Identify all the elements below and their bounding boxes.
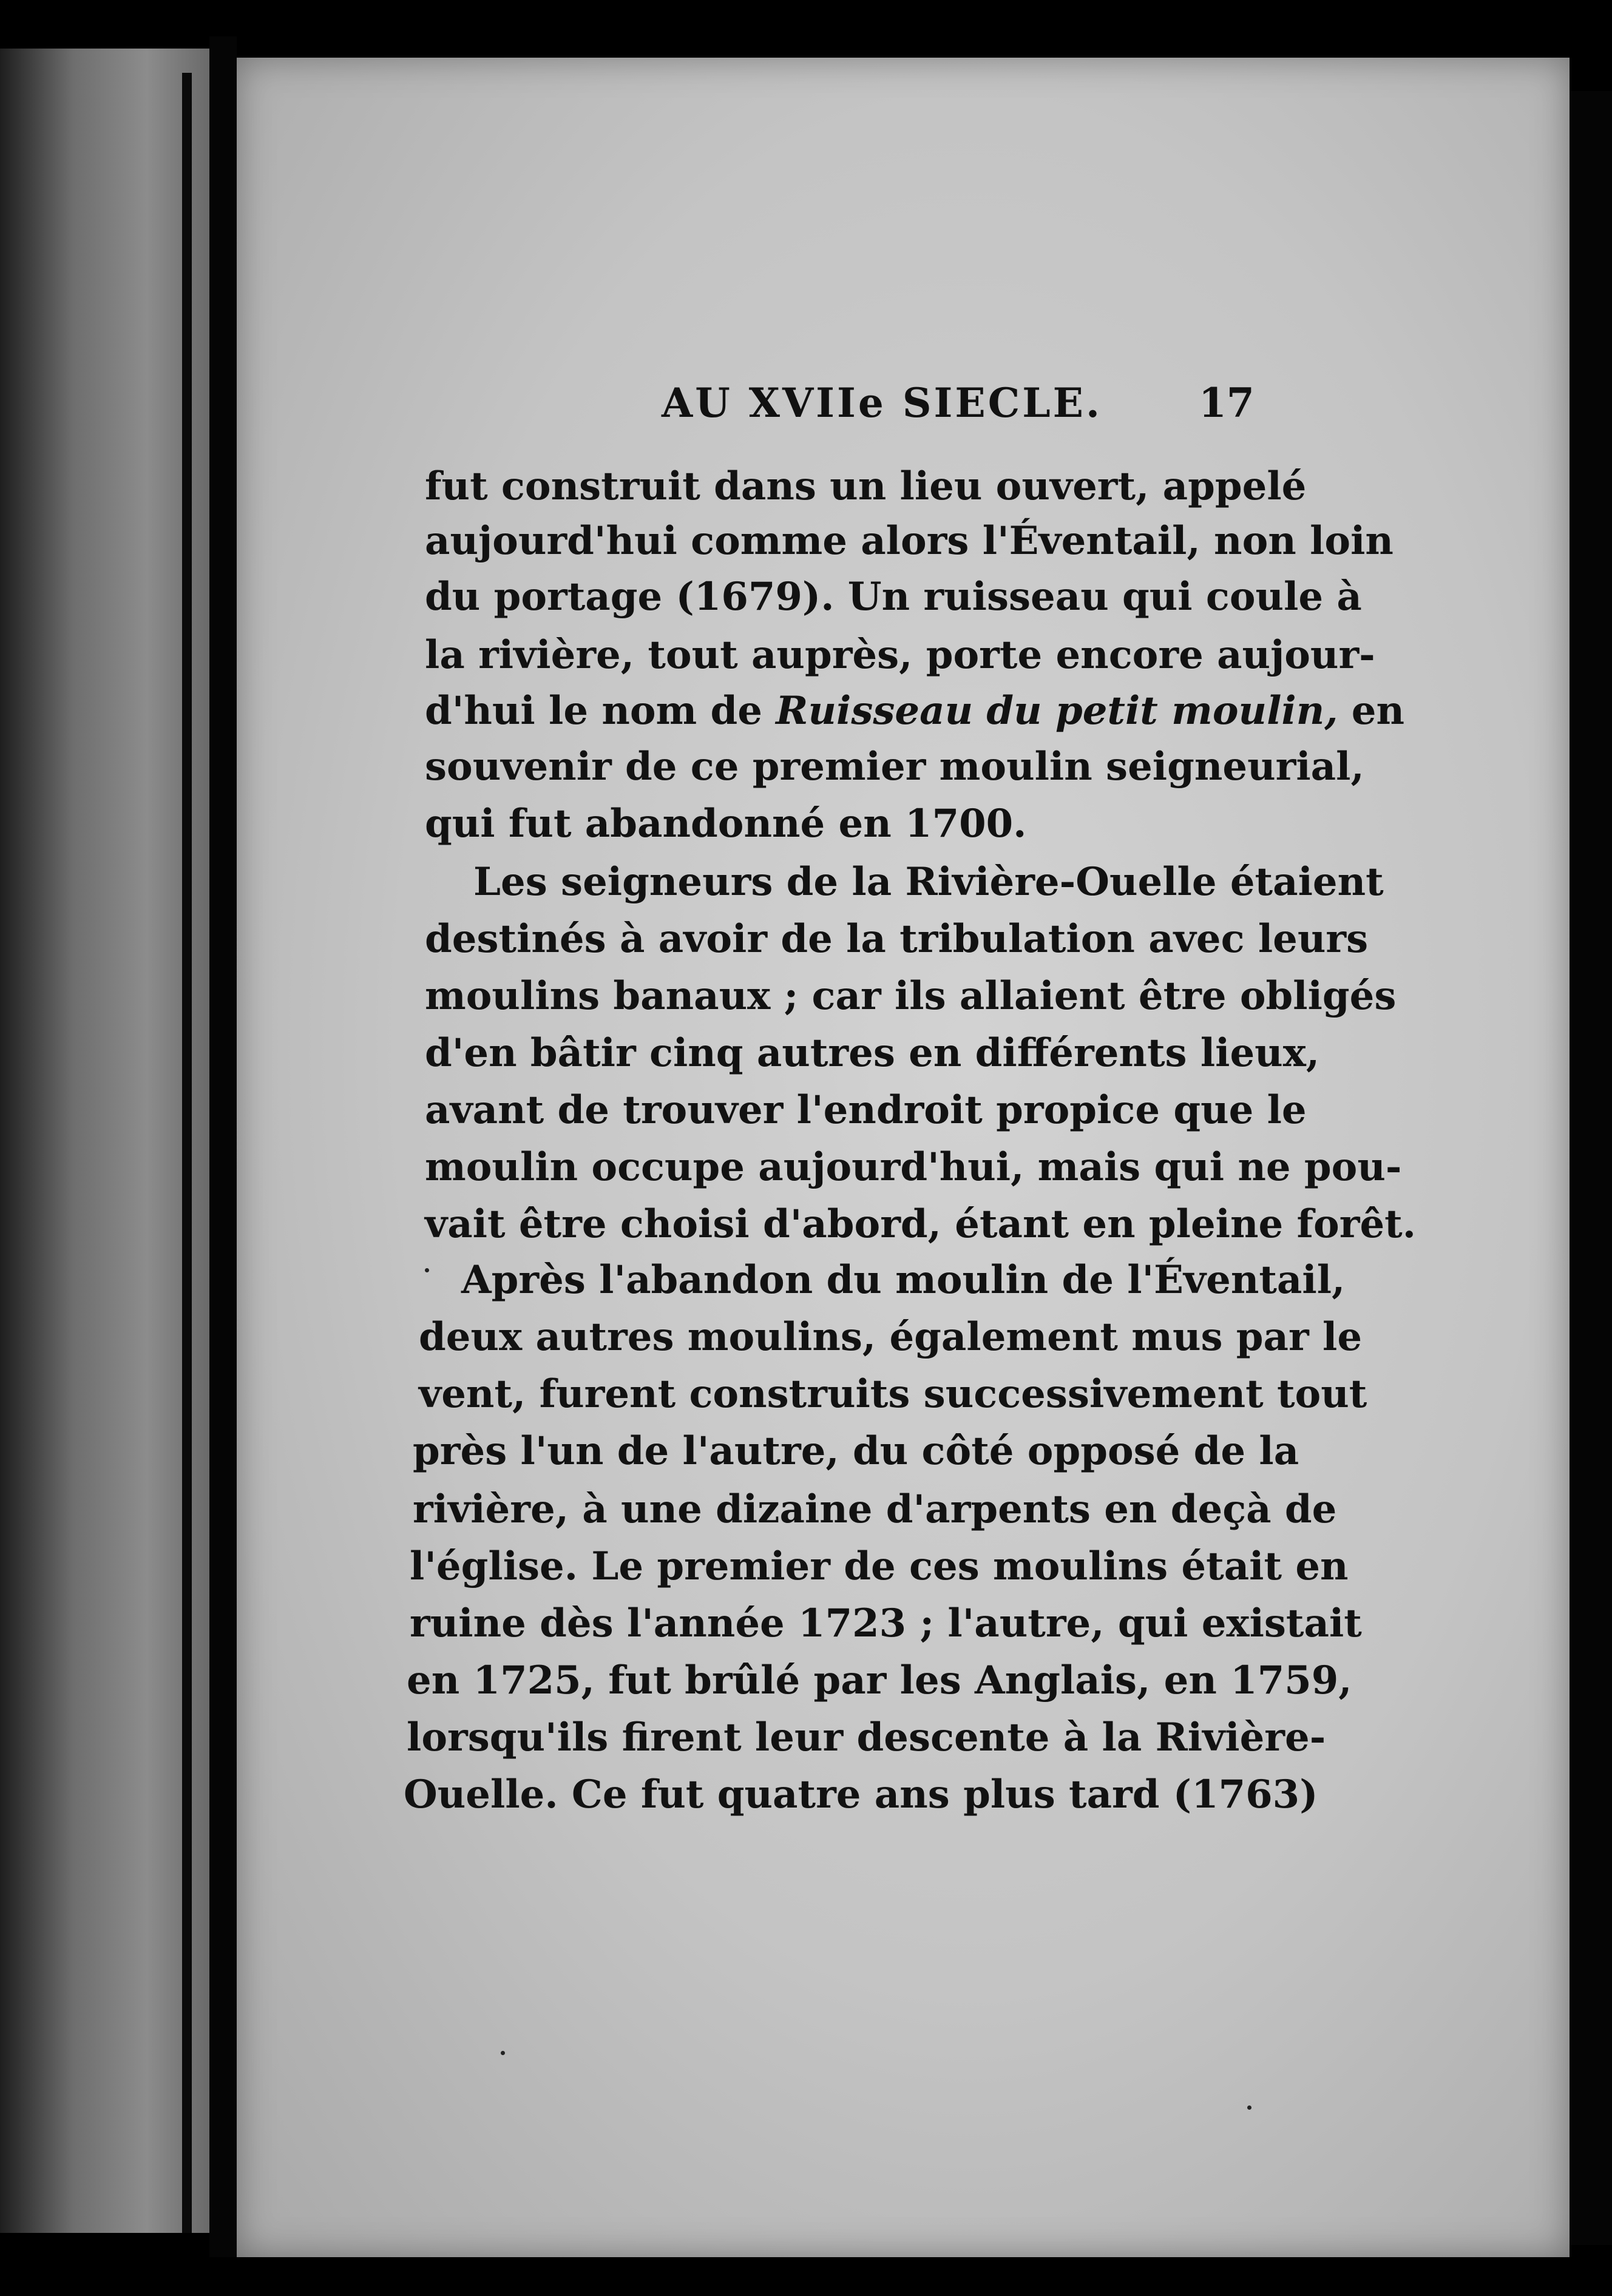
facing-page [0,49,209,2233]
text-line: d'en bâtir cinq autres en différents lieux, [425,1030,1320,1076]
text-line: Après l'abandon du moulin de l'Éventail, [461,1257,1346,1303]
text-line: rivière, à une dizaine d'arpents en deçà de [413,1487,1337,1532]
text-line: lorsqu'ils firent leur descente à la Rivière- [407,1715,1326,1760]
text-line: la rivière, tout auprès, porte encore aujour- [425,632,1375,678]
text-line [425,688,1405,734]
text-line: qui fut abandonné en 1700. [425,801,1027,846]
text-line: l'église. Le premier de ces moulins était en [410,1544,1349,1589]
italic-title: Ruisseau du petit moulin, [776,688,1338,734]
text-line: vait être choisi d'abord, étant en pleine forêt. [425,1201,1416,1247]
text-line: avant de trouver l'endroit propice que le [425,1087,1307,1133]
page-edge [1570,91,1612,2245]
page-number: 17 [1199,379,1255,427]
text-line: en 1725, fut brûlé par les Anglais, en 1759, [407,1658,1352,1703]
text-line: près l'un de l'autre, du côté opposé de la [413,1428,1299,1474]
text-line: aujourd'hui comme alors l'Éventail, non loin [425,518,1394,564]
text-line: Les seigneurs de la Rivière-Ouelle étaient [473,859,1384,905]
text-line: deux autres moulins, également mus par le [419,1314,1363,1360]
running-title: AU XVIIe SIECLE. [662,379,1102,427]
specks [425,1268,429,1272]
text-segment: d'hui le nom de [425,688,762,734]
text-line: du portage (1679). Un ruisseau qui coule à [425,574,1362,620]
book-gutter [209,36,237,2257]
specks [1247,2105,1251,2110]
text-segment: en [1351,688,1405,734]
text-line: vent, furent construits successivement tout [419,1371,1367,1417]
text-line: Ouelle. Ce fut quatre ans plus tard (1763) [404,1772,1318,1817]
text-line: moulin occupe aujourd'hui, mais qui ne pou- [425,1144,1402,1190]
specks [501,2051,505,2055]
gutter-edge [182,73,192,2233]
text-line: moulins banaux ; car ils allaient être obligés [425,973,1397,1019]
text-line: destinés à avoir de la tribulation avec leurs [425,916,1369,962]
text-line: ruine dès l'année 1723 ; l'autre, qui existait [410,1601,1362,1646]
text-line: fut construit dans un lieu ouvert, appelé [425,464,1307,509]
text-line: souvenir de ce premier moulin seigneurial, [425,744,1364,789]
